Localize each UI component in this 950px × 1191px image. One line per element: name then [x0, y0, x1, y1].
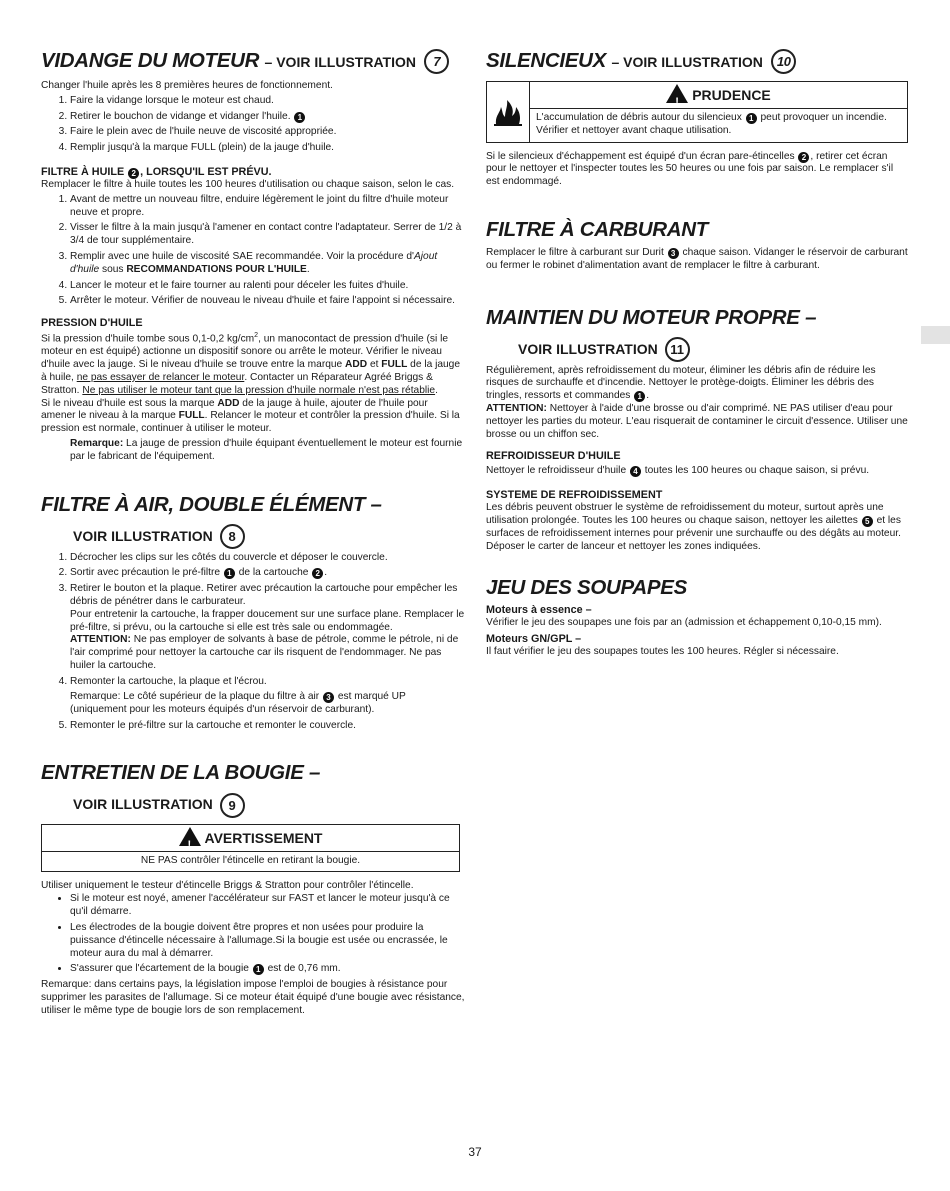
refroidisseur-text: Nettoyer le refroidisseur d'huile 4 toutes les 100 heures ou chaque saison, si prévu. [486, 465, 870, 477]
marker-2: 2 [312, 568, 323, 579]
bougie-remarque: Remarque: dans certains pays, la législation impose l'emploi de bougies à résistance pour supprimer les parasites de l'allumage. Si ce moteur était équipé d'une bougie avec résistance, utiliser le même type de bougie lors de son remplacement. [41, 979, 465, 1016]
refroidisseur-heading: REFROIDISSEUR D'HUILE [486, 450, 621, 463]
maintien-title: MAINTIEN DU MOTEUR PROPRE – [486, 305, 817, 329]
marker-3: 3 [668, 248, 679, 259]
illustration-9-badge: 9 [220, 793, 245, 818]
avertissement-box [41, 824, 460, 872]
filtre-huile-intro: Remplacer le filtre à huile toutes les 100 heures d'utilisation ou chaque saison, selon le cas. [41, 178, 455, 190]
maintien-subtitle: VOIR ILLUSTRATION 11 [518, 335, 908, 363]
systeme-text: Les débris peuvent obstruer le système de refroidissement du moteur, surtout après une utilisation prolongée. Toutes les 100 heures ou chaque saison, nettoyer les ailettes 5 et les surfaces de refroidissement internes pour prévenir une surchauffe ou des dégâts au moteur. Déposer le carter de lanceur et nettoyer les zones indiquées. [486, 502, 901, 552]
list-item: 3. Faire le plein avec de l'huile neuve de viscosité appropriée. [70, 126, 465, 139]
fire-icon [487, 82, 530, 142]
bougie-title: ENTRETIEN DE LA BOUGIE – [41, 760, 321, 784]
maintien-text: Régulièrement, après refroidissement du moteur, éliminer les débris afin de réduire les risques de surchauffe et d'incendie. Nettoyer le protège-doigts. Éliminer les débris des tringles, ressorts et commandes 1 . [486, 364, 876, 402]
marker-2: 2 [798, 152, 809, 163]
list-item: 5. Remonter le pré-filtre sur la cartouche et remonter le couvercle. [70, 720, 465, 733]
systeme-heading: SYSTEME DE REFROIDISSEMENT [486, 489, 663, 502]
illustration-10-badge: 10 [771, 49, 796, 74]
list-item: • Les électrodes de la bougie doivent être propres et non usées pour produire la puissance d'étincelle nécessaire à l'allumage.Si la bougie est usée ou encrassée, le moteur aura du mal à démarrer. [70, 922, 465, 960]
filtre-air-subtitle: VOIR ILLUSTRATION 8 [73, 522, 465, 550]
prudence-box [486, 81, 908, 143]
filtre-air-title: FILTRE À AIR, DOUBLE ÉLÉMENT – [41, 492, 382, 516]
illustration-7-badge: 7 [424, 49, 449, 74]
silencieux-text: Si le silencieux d'échappement est équipé d'un écran pare-étincelles 2 , retirer cet écran pour le nettoyer et l'inspecter toutes les 50 heures ou une fois par saison. Le remplacer s'il est endommagé. [486, 150, 894, 188]
right-column [486, 48, 908, 659]
marker-1: 1 [746, 113, 757, 124]
vidange-title: VIDANGE DU MOTEUR – VOIR ILLUSTRATION 7 [41, 48, 465, 75]
vidange-steps [41, 95, 465, 155]
pression-remarque: Remarque: La jauge de pression d'huile équipant éventuellement le moteur est fournie par le fabricant de l'équipement. [70, 437, 463, 462]
maintien-attention: ATTENTION: Nettoyer à l'aide d'une brosse ou d'air comprimé. NE PAS utiliser d'eau pour nettoyer les parties du moteur. L'eau risquerait de contaminer le circuit d'essence. Utiliser une brosse ou un chiffon sec. [486, 402, 908, 440]
marker-3: 3 [323, 692, 334, 703]
list-item: 1. Décrocher les clips sur les côtés du couvercle et déposer le couvercle. [70, 552, 465, 565]
pression-heading: PRESSION D'HUILE [41, 317, 143, 330]
list-item: 4. Lancer le moteur et le faire tourner au ralenti pour déceler les fuites d'huile. [70, 280, 465, 293]
prudence-text: L'accumulation de débris autour du silencieux 1 peut provoquer un incendie. Vérifier et nettoyer avant chaque utilisation. [536, 112, 887, 136]
filtre-huile-heading: FILTRE À HUILE 2 , LORSQU'IL EST PRÉVU. [41, 165, 272, 178]
list-item: • Si le moteur est noyé, amener l'accélérateur sur FAST et lancer le moteur jusqu'à ce qu'il démarre. [70, 893, 465, 919]
list-item: 3. Remplir avec une huile de viscosité SAE recommandée. Voir la procédure d'Ajout d'huile sous RECOMMANDATIONS POUR L'HUILE. [70, 251, 465, 277]
page-number: 37 [468, 1145, 482, 1159]
list-item: 4. Remonter la cartouche, la plaque et l'écrou. Remarque: Le côté supérieur de la plaque du filtre à air 3 est marqué UP (uniquement pour les moteurs équipés d'un réservoir de carburant). [70, 676, 465, 717]
bougie-intro: Utiliser uniquement le testeur d'étincelle Briggs & Stratton pour contrôler l'étincelle. [41, 879, 414, 891]
filtre-carburant-title: FILTRE À CARBURANT [486, 217, 708, 241]
pression-paragraph-1: Si la pression d'huile tombe sous 0,1-0,2 $kg/cm^2$, un manocontact de pression d'huile (si le moteur en est équipé) actionne un dispositif sonore ou arrête le moteur. Vérifier le niveau d'huile avec la jauge. Si le niveau d'huile se trouve entre la marque ADD et FULL de la jauge à huile, ne pas essayer de relancer le moteur. Contacter un Réparateur Agréé Briggs & Stratton. Ne pas utiliser le moteur tant que la pression d'huile normale n'est pas rétablie. [41, 332, 461, 396]
list-item: 1. Avant de mettre un nouveau filtre, enduire légèrement le joint du filtre d'huile moteur neuve et propre. [70, 194, 465, 220]
essence-label: Moteurs à essence – [486, 604, 592, 617]
warning-icon: ! [179, 827, 201, 846]
filtre-huile-steps [41, 194, 465, 308]
prudence-header: ! PRUDENCE [530, 82, 907, 109]
left-column [41, 48, 465, 1018]
list-item: 2. Visser le filtre à la main jusqu'à l'amener en contact contre l'adaptateur. Serrer de 1/2 à 3/4 de tour supplémentaire. [70, 222, 465, 248]
page-edge-tab [921, 326, 950, 344]
filtre-air-steps [41, 552, 465, 733]
marker-1: 1 [294, 112, 305, 123]
marker-4: 4 [630, 466, 641, 477]
avertissement-text: NE PAS contrôler l'étincelle en retirant la bougie. [140, 854, 361, 866]
bougie-subtitle: VOIR ILLUSTRATION 9 [73, 790, 465, 818]
jeu-title: JEU DES SOUPAPES [486, 576, 688, 600]
marker-1: 1 [224, 568, 235, 579]
marker-1: 1 [253, 964, 264, 975]
list-item: 1. Faire la vidange lorsque le moteur est chaud. [70, 95, 465, 108]
pression-paragraph-2: Si le niveau d'huile est sous la marque ADD de la jauge à huile, ajouter de l'huile pour amener le niveau à la marque FULL. Relancer le moteur et contrôler la pression d'huile. Si la pression est normale, continuer à utiliser le moteur. [41, 397, 460, 435]
list-item: 3. Retirer le bouton et la plaque. Retirer avec précaution la cartouche pour empêcher les débris de pénétrer dans le carburateur. Pour entretenir la cartouche, la frapper doucement sur une surface plane. Remplacer le pré-filtre, si prévu, ou la cartouche si elle est très sale ou endommagée. ATTENTION: Ne pas employer de solvants à base de pétrole, comme le pétrole, ni de l'air comprimé pour nettoyer la cartouche car ils risquent de l'endommager. Ne pas huiler la cartouche. [70, 583, 465, 673]
illustration-8-badge: 8 [220, 524, 245, 549]
bougie-bullets [41, 893, 465, 976]
list-item: 2. Sortir avec précaution le pré-filtre 1 de la cartouche 2 . [70, 567, 465, 580]
illustration-11-badge: 11 [665, 337, 690, 362]
list-item: 4. Remplir jusqu'à la marque FULL (plein) de la jauge d'huile. [70, 142, 465, 155]
warning-icon: ! [666, 84, 688, 103]
list-item: 5. Arrêter le moteur. Vérifier de nouveau le niveau d'huile et faire l'appoint si nécessaire. [70, 295, 465, 308]
vidange-intro: Changer l'huile après les 8 premières heures de fonctionnement. [41, 80, 333, 91]
marker-5: 5 [862, 516, 873, 527]
silencieux-title: SILENCIEUX – VOIR ILLUSTRATION 10 [486, 48, 908, 75]
list-item: 2. Retirer le bouchon de vidange et vidanger l'huile. 1 [70, 111, 465, 124]
avertissement-header: ! AVERTISSEMENT [42, 825, 459, 852]
gpl-label: Moteurs GN/GPL – [486, 633, 582, 646]
filtre-carburant-text: Remplacer le filtre à carburant sur Durit 3 chaque saison. Vidanger le réservoir de carburant ou fermer le robinet d'alimentation avant de remplacer le filtre à carburant. [486, 246, 908, 271]
gpl-text: Il faut vérifier le jeu des soupapes toutes les 100 heures. Régler si nécessaire. [486, 646, 839, 658]
essence-text: Vérifier le jeu des soupapes une fois par an (admission et échappement 0,10-0,15 mm). [486, 617, 882, 629]
marker-2: 2 [128, 168, 139, 179]
list-item: • S'assurer que l'écartement de la bougie 1 est de 0,76 mm. [70, 963, 465, 976]
marker-1: 1 [634, 391, 645, 402]
